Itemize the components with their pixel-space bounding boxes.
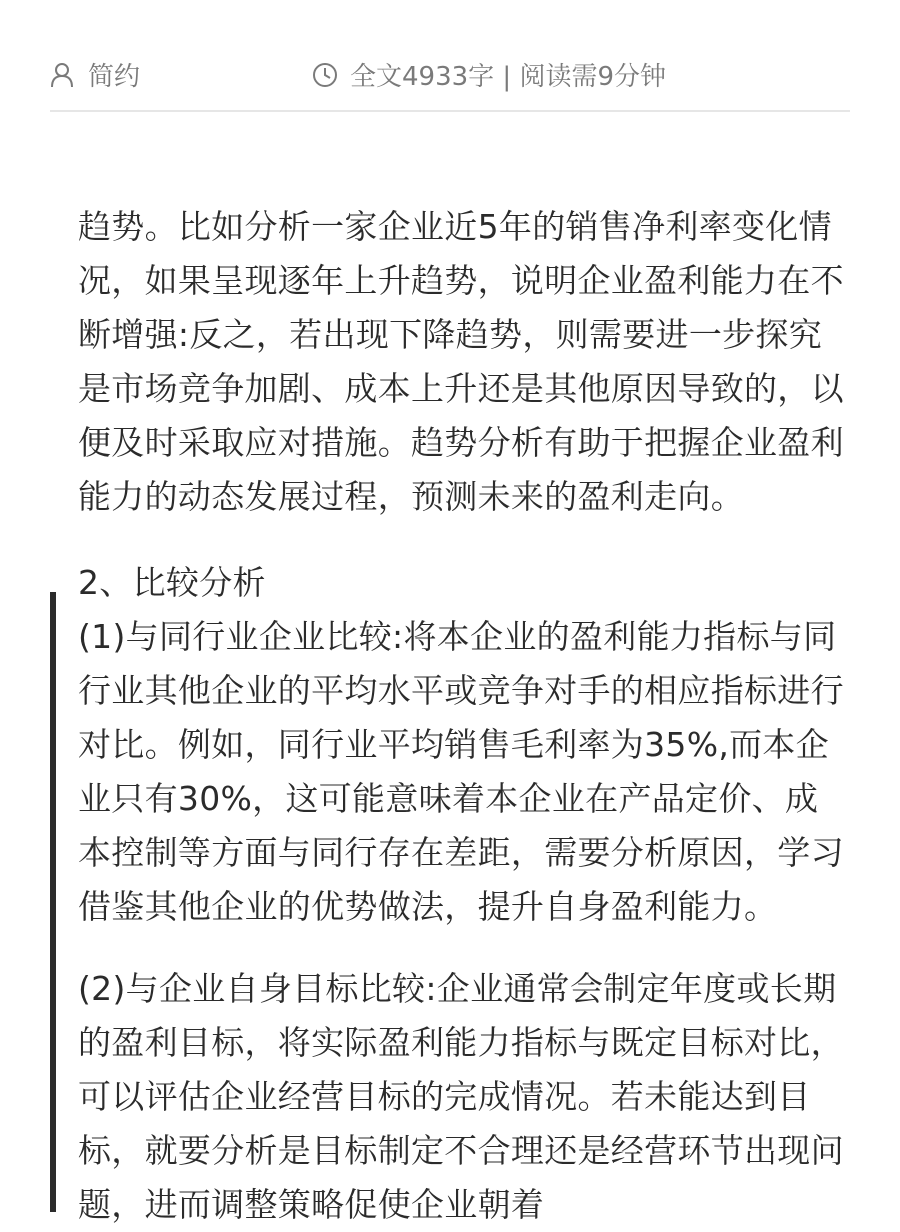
paragraph-trend: 趋势。比如分析一家企业近5年的销售净利率变化情况，如果呈现逐年上升趋势，说明企业盈利能力在不断增强:反之，若出现下降趋势，则需要进一步探究是市场竞争加剧、成本上升还是其他原因导致的，以便及时采取应对措施。趋势分析有助于把握企业盈利能力的动态发展过程，预测未来的盈利走向。 bbox=[78, 207, 844, 516]
section-heading: 2、比较分析 bbox=[78, 563, 266, 602]
reading-info: 全文4933字 | 阅读需9分钟 bbox=[350, 62, 666, 92]
paragraph-industry-comparison: (1)与同行业企业比较:将本企业的盈利能力指标与同行业其他企业的平均水平或竞争对手的相应指标进行对比。例如，同行业平均销售毛利率为35%,而本企业只有30%，这可能意味着本企业在产品定价、成本控制等方面与同行存在差距，需要分析原因，学习借鉴其他企业的优势做法，提升自身盈利能力。 bbox=[78, 617, 844, 926]
clock-icon bbox=[312, 62, 338, 88]
header-divider bbox=[50, 110, 850, 112]
quote-bar bbox=[50, 592, 56, 1212]
user-icon bbox=[50, 62, 74, 88]
reading-meta bbox=[312, 56, 666, 93]
author-info[interactable] bbox=[50, 56, 140, 93]
author-name: 简约 bbox=[88, 62, 141, 92]
article-header bbox=[50, 50, 850, 100]
paragraph-target-comparison: (2)与企业自身目标比较:企业通常会制定年度或长期的盈利目标，将实际盈利能力指标与既定目标对比，可以评估企业经营目标的完成情况。若未能达到目标，就要分析是目标制定不合理还是经营环节出现问题，进而调整策略促使企业朝着 bbox=[78, 969, 844, 1224]
